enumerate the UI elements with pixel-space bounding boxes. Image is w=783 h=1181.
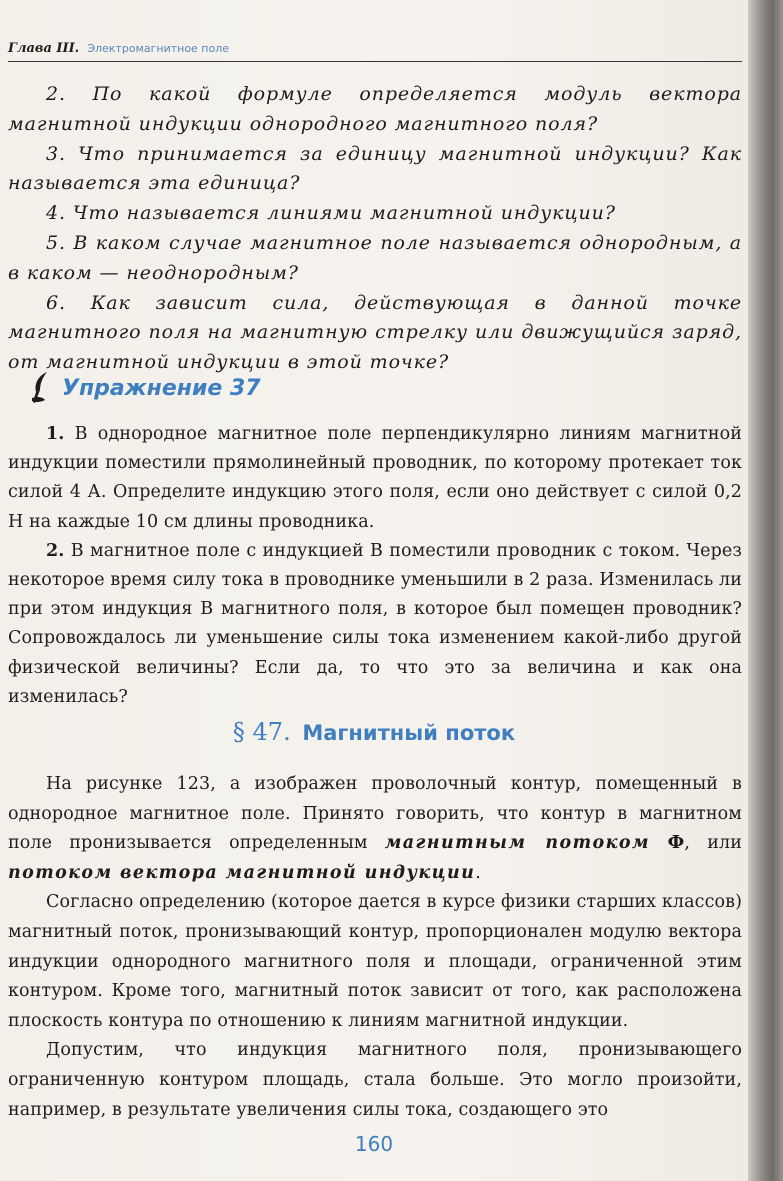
exercise-item — [8, 537, 742, 712]
book-page-edge — [748, 0, 783, 1181]
question-2: 2. По какой формуле определяется модуль вектора магнитной индукции однородного магнитного поля? — [8, 83, 742, 135]
exercise-heading — [28, 368, 261, 408]
exercise-number: 2. — [46, 540, 65, 561]
question-3: 3. Что принимается за единицу магнитной индукции? Как называется эта единица? — [8, 142, 742, 195]
body-text: . — [475, 862, 481, 883]
body-paragraph-3: Допустим, что индукция магнитного поля, пронизывающего ограниченную контуром площадь, стала больше. Это могло произойти, например, в результате увеличения силы тока, создающего это — [8, 1040, 742, 1120]
body-text: , или — [684, 833, 742, 854]
body-paragraph-1 — [8, 770, 742, 888]
question-6: 6. Как зависит сила, действующая в данной точке магнитного поля на магнитную стрелку или движущийся заряд, от магнитной индукции в этой точке? — [8, 291, 742, 374]
term-magnetic-flux: магнитным потоком — [384, 833, 650, 854]
exercise-text: В магнитное поле с индукцией B поместили проводник с током. Через некоторое время силу тока в проводнике уменьшили в 2 раза. Изменилась ли при этом индукция B магнитного поля, в которое был помещен проводник? Сопровождалось ли уменьшение силы тока изменением какой-либо другой физической величины? Если да, то что это за величина и как она изменилась? — [8, 540, 742, 707]
question-4: 4. Что называется линиями магнитной индукции? — [46, 202, 616, 225]
section-label: Электромагнитное поле — [87, 42, 230, 55]
term-flux-of-induction-vector: потоком вектора магнитной индукции — [8, 862, 476, 883]
body-text: На рисунке 123, а изображен проволочный контур, помещенный в однородное магнитное поле. Принято говорить, что контур в магнитном поле пронизывается определенным — [8, 774, 742, 854]
page-number: 160 — [354, 1132, 394, 1156]
flux-symbol: Ф — [649, 833, 685, 854]
section-symbol: § 47. — [232, 718, 291, 746]
review-questions — [8, 80, 742, 378]
exercise-text: В однородное магнитное поле перпендикулярно линиям магнитной индукции поместили прямолинейный проводник, по которому протекает ток силой 4 А. Определите индукцию этого поля, если оно действует с силой 0,2 Н на каждые 10 см длины проводника. — [8, 424, 742, 532]
exercise-title: Упражнение 37 — [62, 375, 261, 401]
exercise-list — [8, 420, 742, 712]
exercise-item — [8, 420, 742, 537]
section-body — [8, 770, 742, 1125]
chapter-label: Глава III. — [8, 41, 80, 56]
running-header — [8, 40, 742, 62]
quill-pen-icon — [28, 370, 54, 406]
section-heading — [0, 718, 748, 746]
question-5: 5. В каком случае магнитное поле называется однородным, а в каком — неоднородным? — [8, 231, 742, 284]
section-title: Магнитный поток — [302, 721, 516, 745]
exercise-number: 1. — [46, 424, 65, 444]
body-paragraph-2: Согласно определению (которое дается в курсе физики старших классов) магнитный поток, пронизывающий контур, пропорционален модулю вектора индукции однородного магнитного поля и площади, ограниченной этим контуром. Кроме того, магнитный поток зависит от того, как расположена плоскость контура по отношению к линиям магнитной индукции. — [8, 892, 742, 1031]
